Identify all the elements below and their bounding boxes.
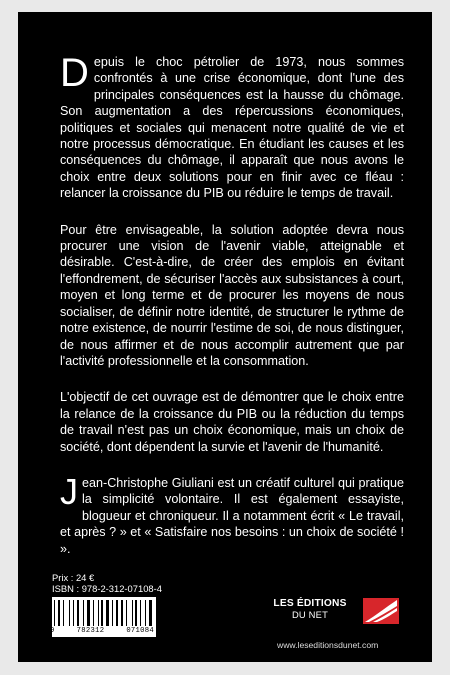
- barcode-bar: [124, 600, 125, 626]
- paragraph-author-text: ean-Christophe Giuliani est un créatif culturel qui pratique la simplicité volontaire. Il est également essayiste, blogueur et chroniqueur. Il a notamment écrit « Le travail, et après ? » et « Satisfaire nos besoins : un choix de société ! ».: [60, 475, 404, 556]
- barcode-bar: [116, 600, 118, 626]
- barcode-bar: [138, 600, 139, 626]
- barcode-group-2: 071084: [126, 627, 154, 635]
- drop-cap-j: J: [60, 470, 78, 512]
- paragraph-intro-text: epuis le choc pétrolier de 1973, nous sommes confrontés à une crise économique, dont l'une des principales conséquences est la hausse du chômage. Son augmentation a des répercussions économiques, politiques et sociales qui menacent notre qualité de vie et notre processus démocratique. En étudiant les causes et les conséquences du chômage, il apparaît que nous avons le choix entre deux solutions pour en finir avec ce fléau : relancer la croissance du PIB ou réduire le temps de travail.: [60, 55, 404, 201]
- barcode-bar: [56, 600, 57, 626]
- isbn-label: ISBN : 978-2-312-07108-4: [52, 583, 162, 594]
- barcode: [52, 597, 156, 637]
- barcode-bar: [85, 600, 86, 626]
- barcode-bar: [87, 600, 90, 626]
- barcode-bar: [104, 600, 105, 626]
- barcode-bar: [110, 600, 111, 626]
- barcode-bar: [69, 600, 70, 626]
- barcode-bar: [121, 600, 123, 626]
- barcode-group-1: 782312: [76, 627, 105, 635]
- barcode-bar: [73, 600, 74, 626]
- barcode-bar: [83, 600, 84, 626]
- price-label: Prix : 24 €: [52, 572, 95, 583]
- barcode-bar: [95, 600, 97, 626]
- paragraph-intro: [60, 51, 404, 202]
- barcode-bar: [114, 600, 115, 626]
- barcode-bar: [54, 600, 55, 626]
- publisher-name-line1: LES ÉDITIONS: [273, 598, 347, 609]
- barcode-bar: [61, 600, 62, 626]
- paragraph-objective: L'objectif de cet ouvrage est de démontrer que le choix entre la relance de la croissance du PIB ou la réduction du temps de travail n'est pas un choix économique, mais un choix de société, dont dépendent la survie et l'avenir de l'humanité.: [60, 390, 404, 454]
- barcode-bar: [80, 600, 82, 626]
- barcode-bar: [119, 600, 120, 626]
- publisher-url: www.leseditionsdunet.com: [277, 640, 379, 650]
- barcode-bar: [128, 600, 131, 626]
- barcode-bar: [98, 600, 99, 626]
- barcode-bar: [142, 600, 144, 626]
- barcode-bar: [58, 600, 60, 626]
- barcode-bar: [140, 600, 141, 626]
- barcode-bar: [112, 600, 113, 626]
- barcode-bar: [153, 600, 154, 626]
- barcode-bar: [106, 600, 109, 626]
- drop-cap-d: D: [60, 51, 89, 95]
- publisher-name: [271, 598, 349, 620]
- barcode-bar: [70, 600, 72, 626]
- publisher-name-line2: DU NET: [291, 609, 329, 620]
- barcode-bar: [100, 600, 101, 626]
- publisher-logo-icon: [361, 596, 401, 626]
- cover-text: [60, 51, 404, 577]
- barcode-bar: [101, 600, 103, 626]
- barcode-bar: [75, 600, 76, 626]
- barcode-bar: [133, 600, 134, 626]
- barcode-bar: [126, 600, 127, 626]
- barcode-bar: [63, 600, 64, 626]
- paragraph-solution: Pour être envisageable, la solution adoptée devra nous procurer une vision de l'avenir viable, atteignable et désirable. C'est-à-dire, de créer des emplois en évitant l'effondrement, de sécuriser l'accès aux subsistances à court, moyen et long terme et de procurer les moyens de nous socialiser, de définir notre identité, de structurer le rythme de notre existence, de nourrir l'estime de soi, de nous distinguer, de nous affirmer et de nous accomplir autrement que par l'activité professionnelle et la consommation.: [60, 222, 404, 368]
- barcode-bar: [149, 600, 152, 626]
- barcode-bar: [65, 600, 68, 626]
- barcode-bar: [135, 600, 137, 626]
- barcode-bar: [77, 600, 79, 626]
- barcode-first-digit: 9: [50, 627, 55, 635]
- barcode-bar: [147, 600, 148, 626]
- barcode-bar: [132, 600, 133, 626]
- barcode-bar: [91, 600, 92, 626]
- barcode-bars: [54, 600, 154, 626]
- barcode-bar: [145, 600, 146, 626]
- book-back-cover: [18, 12, 432, 662]
- barcode-bar: [93, 600, 94, 626]
- price-isbn-block: [50, 572, 162, 637]
- barcode-number: [50, 626, 154, 637]
- paragraph-author: [60, 470, 404, 557]
